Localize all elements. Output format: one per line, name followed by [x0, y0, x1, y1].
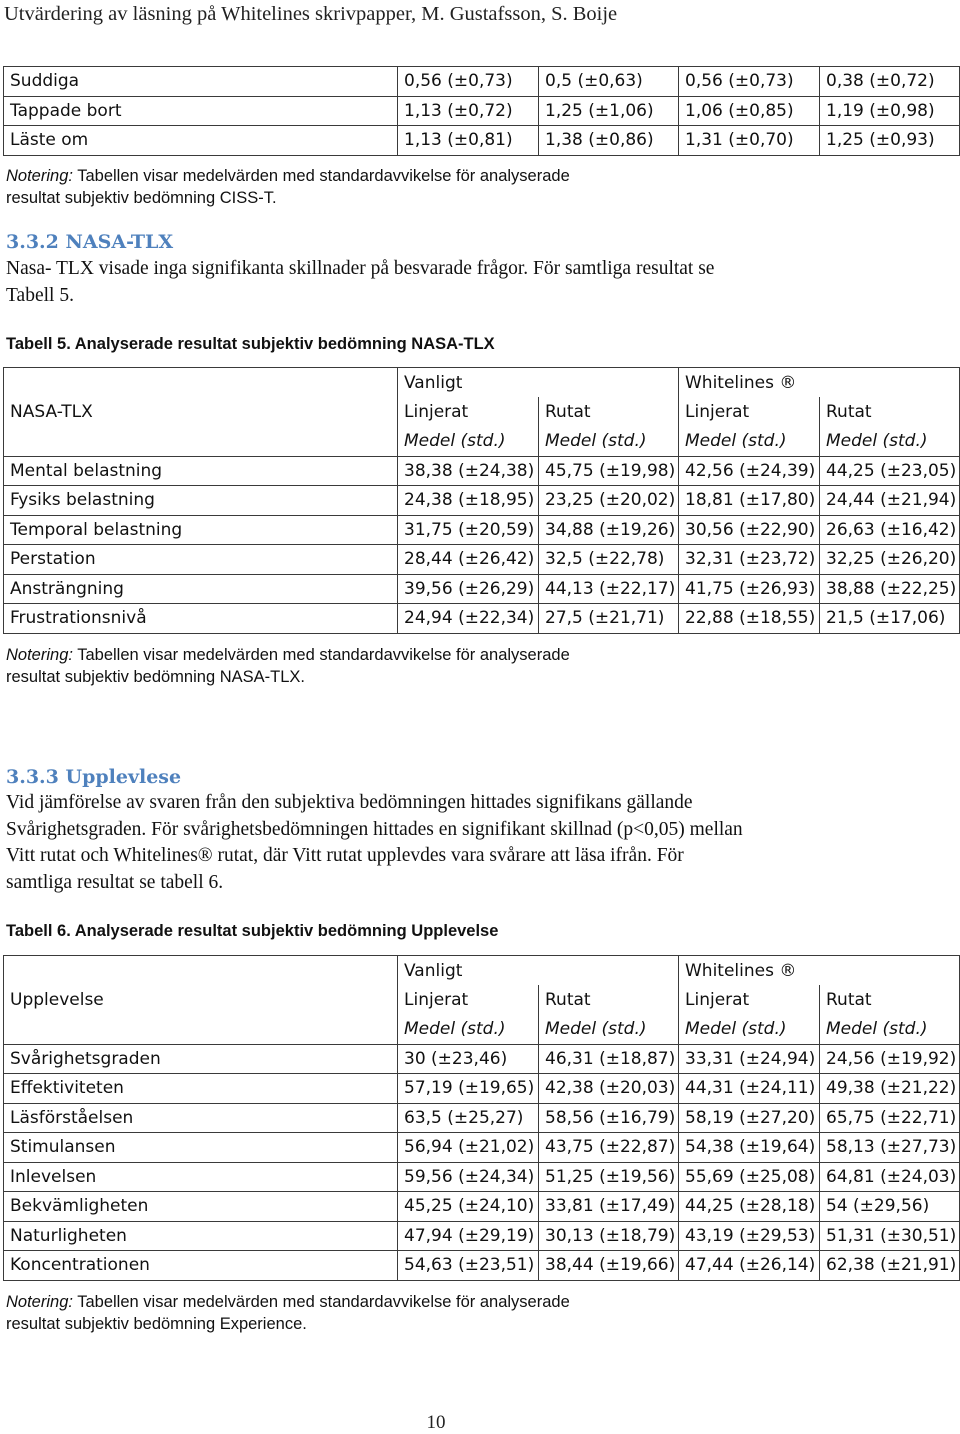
page-number: 10 [426, 1412, 446, 1433]
value-cell: 23,25 (±20,02) [539, 486, 679, 516]
value-cell: 32,31 (±23,72) [679, 545, 820, 575]
table-upplevelse [3, 955, 960, 1281]
table-row [4, 545, 960, 575]
table-row [4, 1192, 960, 1222]
value-cell: 38,44 (±19,66) [539, 1251, 679, 1281]
value-cell: 44,13 (±22,17) [539, 574, 679, 604]
header-cell [4, 427, 398, 457]
table-nasa-tlx-head [4, 368, 960, 457]
section-nasa-paragraph [6, 256, 714, 309]
value-cell: 41,75 (±26,93) [679, 574, 820, 604]
row-label-cell: Läste om [4, 126, 398, 156]
header-cell [4, 368, 398, 398]
value-cell: 1,06 (±0,85) [679, 96, 820, 126]
stat-header: Medel (std.) [820, 427, 960, 457]
value-cell: 44,25 (±28,18) [679, 1192, 820, 1222]
value-cell: 58,56 (±16,79) [539, 1103, 679, 1133]
paragraph-line: Svårighetsgraden. För svårighetsbedömningen hittades en signifikant skillnad (p<0,05) mellan [6, 818, 743, 840]
table-header-row [4, 956, 960, 986]
value-cell: 43,19 (±29,53) [679, 1221, 820, 1251]
header-cell [820, 368, 960, 398]
table-upplevelse-head [4, 956, 960, 1045]
stat-header: Medel (std.) [398, 1015, 539, 1045]
value-cell: 0,5 (±0,63) [539, 67, 679, 97]
value-cell: 30,56 (±22,90) [679, 515, 820, 545]
table-row [4, 515, 960, 545]
table-row [4, 67, 960, 97]
section-upplevelse-paragraph [6, 790, 743, 896]
value-cell: 55,69 (±25,08) [679, 1162, 820, 1192]
stat-header: Medel (std.) [679, 1015, 820, 1045]
value-cell: 24,94 (±22,34) [398, 604, 539, 634]
table-header-row [4, 985, 960, 1015]
note-lead: Notering: [6, 1293, 73, 1311]
value-cell: 42,56 (±24,39) [679, 456, 820, 486]
sub-header: Rutat [539, 397, 679, 427]
row-label-cell: Svårighetsgraden [4, 1044, 398, 1074]
table-nasa-tlx-body [4, 456, 960, 633]
table-row [4, 456, 960, 486]
note-text: Tabellen visar medelvärden med standardavvikelse för analyserade [72, 1293, 570, 1311]
value-cell: 1,25 (±1,06) [539, 96, 679, 126]
value-cell: 30,13 (±18,79) [539, 1221, 679, 1251]
table-header-row [4, 427, 960, 457]
value-cell: 51,25 (±19,56) [539, 1162, 679, 1192]
value-cell: 54,38 (±19,64) [679, 1133, 820, 1163]
value-cell: 38,38 (±24,38) [398, 456, 539, 486]
header-cell [820, 956, 960, 986]
table-row [4, 1221, 960, 1251]
stat-header: Medel (std.) [539, 427, 679, 457]
row-label-cell: Fysiks belastning [4, 486, 398, 516]
value-cell: 34,88 (±19,26) [539, 515, 679, 545]
value-cell: 42,38 (±20,03) [539, 1074, 679, 1104]
stat-header: Medel (std.) [679, 427, 820, 457]
section-heading-upplevelse: 3.3.3 Upplevlese [6, 766, 182, 788]
note-text: Tabellen visar medelvärden med standardavvikelse för analyserade [72, 167, 570, 185]
value-cell: 1,31 (±0,70) [679, 126, 820, 156]
row-label-cell: Stimulansen [4, 1133, 398, 1163]
row-label-cell: Ansträngning [4, 574, 398, 604]
table-header-row [4, 1015, 960, 1045]
header-cell [4, 956, 398, 986]
value-cell: 26,63 (±16,42) [820, 515, 960, 545]
sub-header: Linjerat [679, 985, 820, 1015]
value-cell: 32,25 (±26,20) [820, 545, 960, 575]
paragraph-line: Tabell 5. [6, 284, 74, 306]
table6-caption: Tabell 6. Analyserade resultat subjektiv bedömning Upplevelse [6, 922, 499, 940]
group-header: Vanligt [398, 368, 539, 398]
row-label-cell: Bekvämligheten [4, 1192, 398, 1222]
running-header: Utvärdering av läsning på Whitelines skrivpapper, M. Gustafsson, S. Boije [4, 3, 618, 25]
value-cell: 45,75 (±19,98) [539, 456, 679, 486]
stat-header: Medel (std.) [539, 1015, 679, 1045]
paragraph-line: Vid jämförelse av svaren från den subjektiva bedömningen hittades signifikans gällande [6, 792, 693, 813]
header-cell [4, 1015, 398, 1045]
table-row [4, 1044, 960, 1074]
value-cell: 63,5 (±25,27) [398, 1103, 539, 1133]
value-cell: 24,44 (±21,94) [820, 486, 960, 516]
row-label-cell: Läsförståelsen [4, 1103, 398, 1133]
row-label-cell: Frustrationsnivå [4, 604, 398, 634]
value-cell: 38,88 (±22,25) [820, 574, 960, 604]
row-label-cell: Effektiviteten [4, 1074, 398, 1104]
value-cell: 54 (±29,56) [820, 1192, 960, 1222]
paragraph-line: Vitt rutat och Whitelines® rutat, där Vitt rutat upplevdes vara svårare att läsa ifrån. För [6, 845, 684, 866]
value-cell: 18,81 (±17,80) [679, 486, 820, 516]
row-label-cell: Temporal belastning [4, 515, 398, 545]
value-cell: 24,56 (±19,92) [820, 1044, 960, 1074]
note-ciss [6, 165, 570, 209]
table-row [4, 96, 960, 126]
table-header-row [4, 368, 960, 398]
value-cell: 54,63 (±23,51) [398, 1251, 539, 1281]
sub-header: Rutat [539, 985, 679, 1015]
note-lead: Notering: [6, 167, 73, 185]
note-text-line2: resultat subjektiv bedömning NASA-TLX. [6, 668, 305, 686]
table-nasa-tlx [3, 367, 960, 634]
value-cell: 0,56 (±0,73) [679, 67, 820, 97]
note-nasa [6, 644, 570, 688]
header-cell [539, 368, 679, 398]
value-cell: 49,38 (±21,22) [820, 1074, 960, 1104]
stat-header: Medel (std.) [398, 427, 539, 457]
row-label-cell: Naturligheten [4, 1221, 398, 1251]
value-cell: 44,25 (±23,05) [820, 456, 960, 486]
row-label-cell: Suddiga [4, 67, 398, 97]
value-cell: 1,13 (±0,72) [398, 96, 539, 126]
value-cell: 31,75 (±20,59) [398, 515, 539, 545]
group-header: Vanligt [398, 956, 539, 986]
value-cell: 58,19 (±27,20) [679, 1103, 820, 1133]
sub-header: Linjerat [398, 397, 539, 427]
value-cell: 58,13 (±27,73) [820, 1133, 960, 1163]
table-row [4, 1251, 960, 1281]
value-cell: 27,5 (±21,71) [539, 604, 679, 634]
sub-header: Linjerat [398, 985, 539, 1015]
row-label-cell: Inlevelsen [4, 1162, 398, 1192]
value-cell: 62,38 (±21,91) [820, 1251, 960, 1281]
note-text-line2: resultat subjektiv bedömning Experience. [6, 1315, 307, 1333]
row-label-cell: Tappade bort [4, 96, 398, 126]
sub-header: Rutat [820, 985, 960, 1015]
row-label-cell: Koncentrationen [4, 1251, 398, 1281]
value-cell: 1,19 (±0,98) [820, 96, 960, 126]
row-label-cell: Mental belastning [4, 456, 398, 486]
table5-caption: Tabell 5. Analyserade resultat subjektiv bedömning NASA-TLX [6, 335, 495, 353]
value-cell: 0,38 (±0,72) [820, 67, 960, 97]
row-header-title: Upplevelse [4, 985, 398, 1015]
note-text: Tabellen visar medelvärden med standardavvikelse för analyserade [72, 646, 570, 664]
value-cell: 1,38 (±0,86) [539, 126, 679, 156]
table-upplevelse-body [4, 1044, 960, 1280]
sub-header: Linjerat [679, 397, 820, 427]
value-cell: 47,94 (±29,19) [398, 1221, 539, 1251]
value-cell: 47,44 (±26,14) [679, 1251, 820, 1281]
value-cell: 0,56 (±0,73) [398, 67, 539, 97]
table-row [4, 1162, 960, 1192]
table-header-row [4, 397, 960, 427]
value-cell: 32,5 (±22,78) [539, 545, 679, 575]
note-lead: Notering: [6, 646, 73, 664]
table-ciss-continuation [3, 66, 960, 156]
value-cell: 28,44 (±26,42) [398, 545, 539, 575]
value-cell: 44,31 (±24,11) [679, 1074, 820, 1104]
value-cell: 24,38 (±18,95) [398, 486, 539, 516]
value-cell: 33,31 (±24,94) [679, 1044, 820, 1074]
group-header: Whitelines ® [679, 368, 820, 398]
header-cell [539, 956, 679, 986]
value-cell: 51,31 (±30,51) [820, 1221, 960, 1251]
table-row [4, 574, 960, 604]
section-heading-nasa: 3.3.2 NASA-TLX [6, 231, 174, 253]
table-row [4, 486, 960, 516]
table-row [4, 604, 960, 634]
value-cell: 64,81 (±24,03) [820, 1162, 960, 1192]
value-cell: 1,25 (±0,93) [820, 126, 960, 156]
sub-header: Rutat [820, 397, 960, 427]
group-header: Whitelines ® [679, 956, 820, 986]
table-row [4, 1103, 960, 1133]
table-ciss-body [4, 67, 960, 156]
value-cell: 65,75 (±22,71) [820, 1103, 960, 1133]
value-cell: 39,56 (±26,29) [398, 574, 539, 604]
value-cell: 1,13 (±0,81) [398, 126, 539, 156]
value-cell: 21,5 (±17,06) [820, 604, 960, 634]
note-experience [6, 1291, 570, 1335]
paragraph-line: samtliga resultat se tabell 6. [6, 871, 224, 893]
value-cell: 57,19 (±19,65) [398, 1074, 539, 1104]
value-cell: 43,75 (±22,87) [539, 1133, 679, 1163]
value-cell: 33,81 (±17,49) [539, 1192, 679, 1222]
value-cell: 45,25 (±24,10) [398, 1192, 539, 1222]
value-cell: 46,31 (±18,87) [539, 1044, 679, 1074]
stat-header: Medel (std.) [820, 1015, 960, 1045]
value-cell: 30 (±23,46) [398, 1044, 539, 1074]
paragraph-line: Nasa- TLX visade inga signifikanta skillnader på besvarade frågor. För samtliga resultat se [6, 258, 715, 279]
value-cell: 59,56 (±24,34) [398, 1162, 539, 1192]
table-row [4, 1074, 960, 1104]
value-cell: 56,94 (±21,02) [398, 1133, 539, 1163]
note-text-line2: resultat subjektiv bedömning CISS-T. [6, 189, 277, 207]
table-row [4, 1133, 960, 1163]
table-row [4, 126, 960, 156]
row-header-title: NASA-TLX [4, 397, 398, 427]
row-label-cell: Perstation [4, 545, 398, 575]
value-cell: 22,88 (±18,55) [679, 604, 820, 634]
